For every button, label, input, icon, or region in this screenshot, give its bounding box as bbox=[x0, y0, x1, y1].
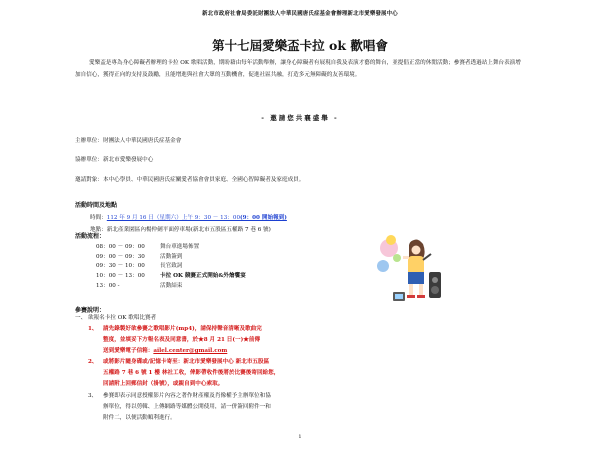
time-date: 112 年 9 月 16 日（星期六）上午 9：30 － 13：00 bbox=[106, 215, 241, 221]
invited-line bbox=[75, 175, 405, 185]
organization-header: 新北市政府社會局委託財團法人中華民國唐氏症基金會辦理新北市愛樂發展中心 bbox=[202, 11, 398, 17]
co-organizer-line: 協辦單位：新北市愛樂發展中心 bbox=[75, 157, 154, 163]
schedule-time: 09：30 － 10：00 bbox=[96, 263, 145, 270]
note-sub1-line-a: 請先錄製好欲參賽之歌唱影片(mp4)，請保持聲音清晰及歌曲完 bbox=[103, 326, 262, 332]
schedule-row bbox=[96, 253, 310, 263]
schedule-item: 長官致詞 bbox=[160, 263, 183, 270]
note-sub2-line-c: 回請附上回郵信封（掛號），或親自到中心索取。 bbox=[103, 381, 224, 387]
invited-text: 本中心學員、中華民國唐氏症關愛者協會會員家庭、全國心智障礙者及家庭成員。 bbox=[102, 177, 305, 183]
time-place-heading: 活動時間及地點 bbox=[75, 202, 118, 209]
note-sub3-line-a: 參賽即表示同意授權影片內容之著作財產權及肖像權予主辦單位和協 bbox=[103, 393, 271, 399]
schedule-time: 08：00 － 09：00 bbox=[96, 244, 145, 250]
note-sub2-line-a: 或將影片隨身碟或/記憶卡寄至：新北市愛樂發展中心 新北市五股區 bbox=[103, 359, 270, 365]
note-sub3-line-c: 附件二，以便活動順利進行。 bbox=[103, 415, 176, 421]
note-sub2-number: 2、 bbox=[88, 359, 98, 365]
event-title: 第十七屆愛樂盃卡拉 ok 歡唱會 bbox=[212, 38, 388, 53]
time-note: (9：00 開始報到) bbox=[240, 215, 287, 221]
organizer-line: 主辦單位：財團法人中華民國唐氏症基金會 bbox=[75, 138, 182, 144]
email-link[interactable]: ailel.center@gmail.com bbox=[153, 348, 228, 354]
note-sub3-line-b: 辦單位，得以剪輯、上傳網路等媒體公開使用，請一併簽回附件一和 bbox=[103, 404, 271, 410]
note-sub2-line-b: 五權路 7 巷 6 號 1 樓 林社工收，俾影帶收件後將於比賽後寄回給您， bbox=[103, 370, 280, 376]
invited-label: 邀請對象： bbox=[75, 177, 103, 183]
schedule-table bbox=[96, 243, 310, 292]
intro-paragraph: 愛樂盃是專為身心障礙者辦理的卡拉 OK 歌唱活動，期盼藉由每年活動舉辦，讓身心障礙者有展現自我及表演才藝的舞台，並提倡正當的休閒活動；參賽者透過站上舞台表演增加自信心，獲得正向的支持及鼓勵，且能增進與社會大眾的互動機會，促進社區共融，打造多元無障礙的友善環境。 bbox=[75, 60, 521, 78]
email-prefix: 送到愛樂電子信箱： bbox=[103, 348, 154, 354]
note-item-1: 一、 欲報名卡拉 OK 歌唱比賽者 bbox=[75, 315, 157, 321]
schedule-item: 活動簽到 bbox=[160, 253, 183, 260]
time-label: 時間： bbox=[90, 215, 107, 221]
invite-heading: - 邀請您共襄盛舉 - bbox=[261, 114, 339, 122]
schedule-item: 舞台車進場佈置 bbox=[160, 244, 200, 250]
schedule-time: 13：00 - bbox=[96, 282, 120, 289]
schedule-row bbox=[96, 262, 310, 272]
page-number: 1 bbox=[298, 434, 302, 440]
schedule-row bbox=[96, 282, 310, 292]
schedule-time: 10：00 － 13：00 bbox=[96, 273, 145, 280]
schedule-row bbox=[96, 243, 310, 253]
schedule-time: 09：00 － 09：30 bbox=[96, 253, 145, 260]
schedule-row bbox=[96, 272, 310, 282]
notes-heading: 參賽說明： bbox=[75, 307, 106, 314]
note-sub1-line-b: 整度，並填妥下方報名表及同意書，於★8 月 21 日(一)★前傳 bbox=[103, 337, 261, 343]
time-line bbox=[90, 213, 287, 221]
note-sub1-line-c bbox=[103, 346, 433, 357]
note-sub1-number: 1、 bbox=[88, 326, 98, 332]
schedule-item: 卡拉 OK 競賽正式開始&外燴饗宴 bbox=[160, 273, 246, 280]
schedule-item: 活動結束 bbox=[160, 282, 183, 289]
place-line: 地點：新北產業園區內楊仲劍平面停車場(新北市五股區五權路 7 巷 6 號) bbox=[90, 227, 271, 233]
schedule-heading: 活動流程： bbox=[75, 233, 106, 240]
singer-illustration bbox=[375, 232, 445, 308]
note-sub3-number: 3、 bbox=[88, 393, 98, 399]
